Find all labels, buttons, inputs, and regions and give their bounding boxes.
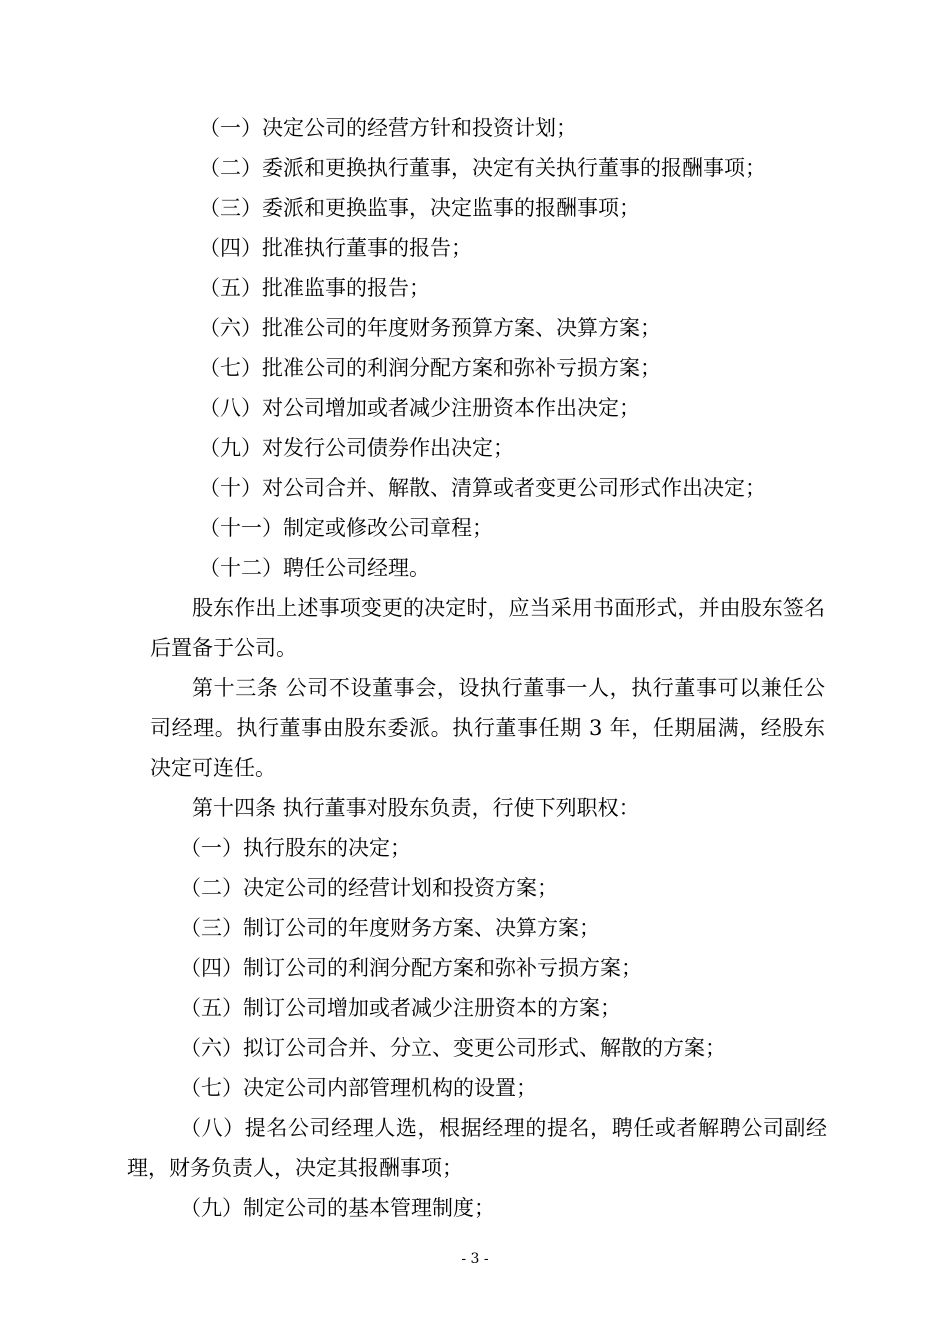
list-item: （七）批准公司的利润分配方案和弥补亏损方案； [199,356,661,380]
list-item: （九）制定公司的基本管理制度； [180,1196,495,1220]
list-item: （四）批准执行董事的报告； [199,236,472,260]
list-item: （五）批准监事的报告； [199,276,430,300]
list-item: （三）委派和更换监事，决定监事的报酬事项； [199,196,640,220]
written-form-paragraph: 股东作出上述事项变更的决定时，应当采用书面形式，并由股东签名后置备于公司。 [150,596,825,660]
list-item: （一）决定公司的经营方针和投资计划； [199,116,577,140]
list-item: （八）对公司增加或者减少注册资本作出决定； [199,396,640,420]
list-item: （九）对发行公司债券作出决定； [199,436,514,460]
list-item: （十）对公司合并、解散、清算或者变更公司形式作出决定； [199,476,766,500]
list-item: （十一）制定或修改公司章程； [199,516,493,540]
list-item: （十二）聘任公司经理。 [199,556,430,580]
list-item: （六）拟订公司合并、分立、变更公司形式、解散的方案； [180,1036,726,1060]
list-item: （一）执行股东的决定； [180,836,411,860]
list-item: （五）制订公司增加或者减少注册资本的方案； [180,996,621,1020]
list-item: （六）批准公司的年度财务预算方案、决算方案； [199,316,661,340]
list-item: （四）制订公司的利润分配方案和弥补亏损方案； [180,956,642,980]
list-item: （七）决定公司内部管理机构的设置； [180,1076,537,1100]
list-item: （三）制订公司的年度财务方案、决算方案； [180,916,600,940]
article-14-intro: 第十四条 执行董事对股东负责，行使下列职权： [192,796,640,820]
list-item: （二）委派和更换执行董事，决定有关执行董事的报酬事项； [199,156,766,180]
article-13: 第十三条 公司不设董事会，设执行董事一人，执行董事可以兼任公司经理。执行董事由股东委派。执行董事任期 3 年，任期届满，经股东决定可连任。 [150,676,825,780]
page-number: - 3 - [461,1251,489,1267]
list-item: （八）提名公司经理人选，根据经理的提名，聘任或者解聘公司副经理，财务负责人，决定其报酬事项； [127,1116,827,1180]
list-item: （二）决定公司的经营计划和投资方案； [180,876,558,900]
